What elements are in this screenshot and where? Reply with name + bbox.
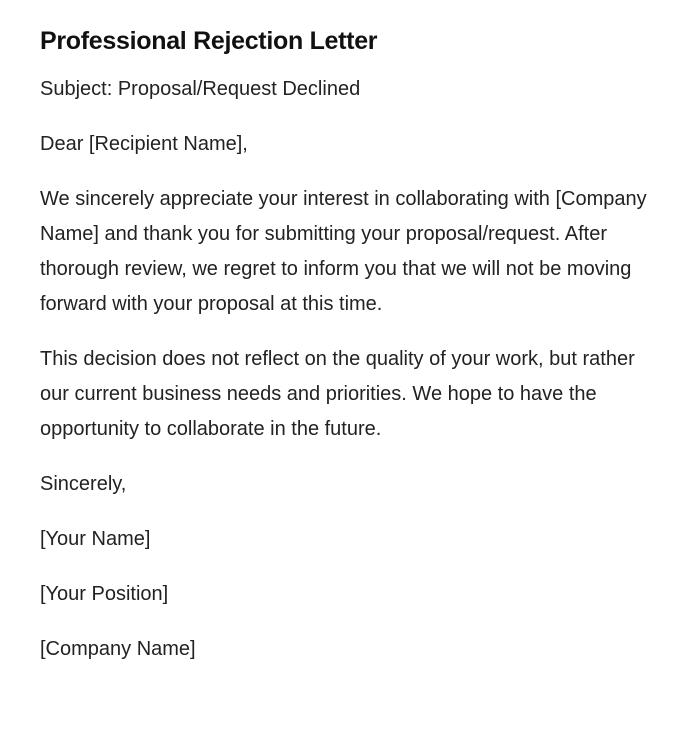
letter-greeting: Dear [Recipient Name], xyxy=(40,133,248,155)
letter-body-paragraph-1: We sincerely appreciate your interest in collaborating with [Company Name] and thank you for submitting your proposal/request. After thorough review, we regret to inform you that we will not be moving forward with your proposal at this time. xyxy=(40,188,647,315)
signature-name: [Your Name] xyxy=(40,528,151,550)
letter-body-paragraph-2: This decision does not reflect on the quality of your work, but rather our current business needs and priorities. We hope to have the opportunity to collaborate in the future. xyxy=(40,348,635,440)
letter-title: Professional Rejection Letter xyxy=(40,27,378,55)
letter-subject: Subject: Proposal/Request Declined xyxy=(40,78,361,100)
letter-closing: Sincerely, xyxy=(40,473,127,495)
signature-position: [Your Position] xyxy=(40,583,169,605)
signature-company: [Company Name] xyxy=(40,638,196,660)
